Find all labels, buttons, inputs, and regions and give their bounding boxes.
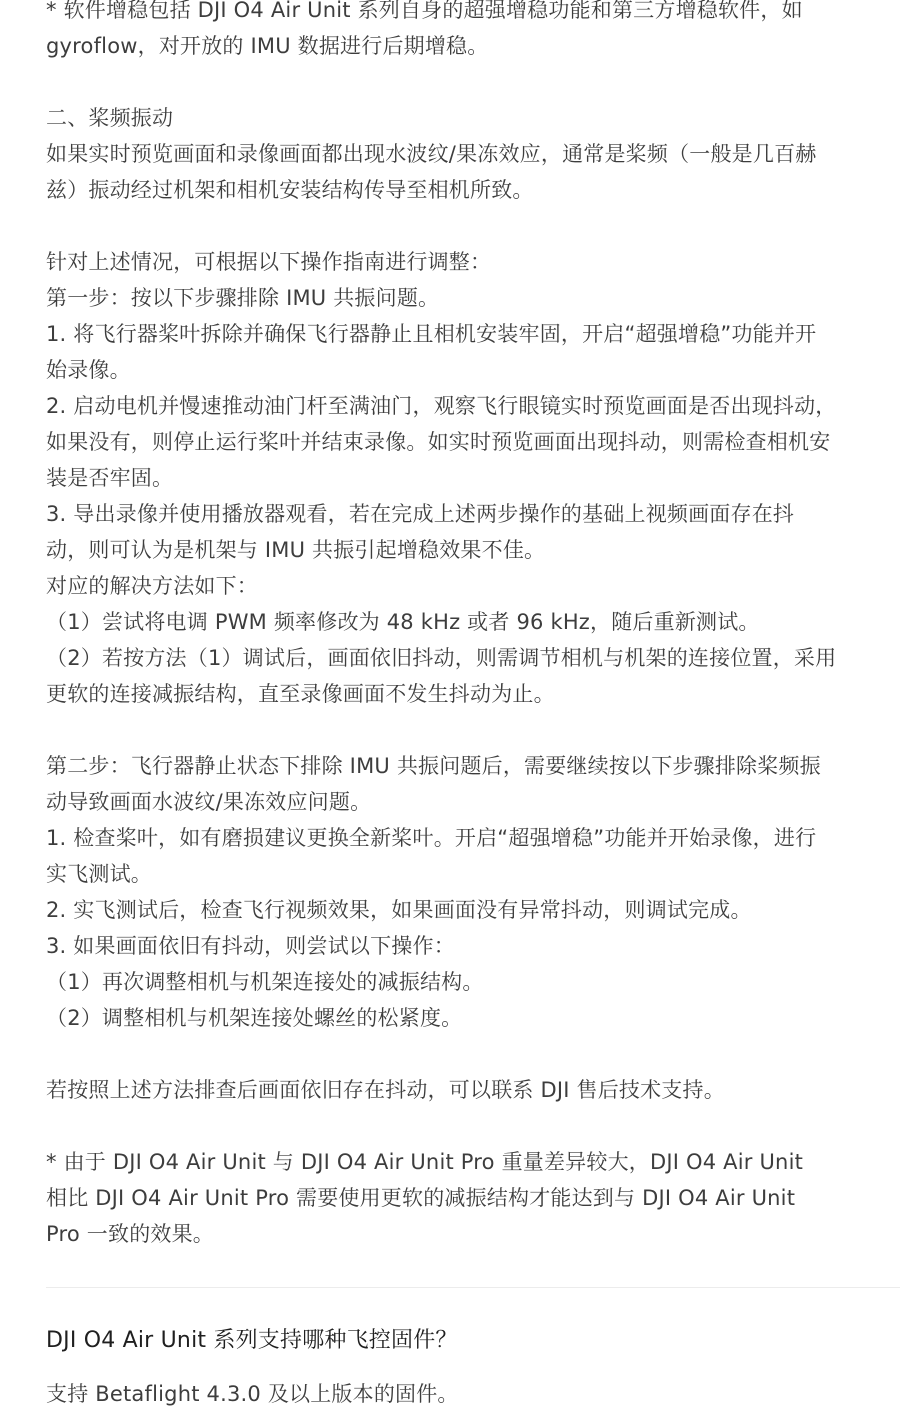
article-line: 相比 DJI O4 Air Unit Pro 需要使用更软的减振结构才能达到与 DJI O4 Air Unit [46, 1186, 796, 1210]
article-line: 若按照上述方法排查后画面依旧存在抖动，可以联系 DJI 售后技术支持。 [46, 1078, 725, 1102]
article-line: 对应的解决方法如下： [46, 574, 258, 598]
article-line: * 软件增稳包括 DJI O4 Air Unit 系列自身的超强增稳功能和第三方增稳软件，如 [46, 0, 803, 22]
article-line: * 由于 DJI O4 Air Unit 与 DJI O4 Air Unit Pro 重量差异较大，DJI O4 Air Unit [46, 1150, 804, 1174]
paragraph-gap [46, 1108, 858, 1144]
article-line: （1）再次调整相机与机架连接处的减振结构。 [46, 970, 484, 994]
article-line: 始录像。 [46, 358, 131, 382]
article-line: 实飞测试。 [46, 862, 152, 886]
article-line: gyroflow，对开放的 IMU 数据进行后期增稳。 [46, 34, 489, 58]
faq-question-title[interactable]: DJI O4 Air Unit 系列支持哪种飞控固件？ [46, 1328, 458, 1353]
article-line: 第二步：飞行器静止状态下排除 IMU 共振问题后，需要继续按以下步骤排除桨频振 [46, 754, 821, 778]
article-line: 2. 启动电机并慢速推动油门杆至满油门，观察飞行眼镜实时预览画面是否出现抖动， [46, 394, 837, 418]
article-line: 1. 将飞行器桨叶拆除并确保飞行器静止且相机安装牢固，开启“超强增稳”功能并开 [46, 322, 817, 346]
article-line: 3. 如果画面依旧有抖动，则尝试以下操作： [46, 934, 455, 958]
article-line: （2）调整相机与机架连接处螺丝的松紧度。 [46, 1006, 463, 1030]
article-line: 如果实时预览画面和录像画面都出现水波纹/果冻效应，通常是桨频（一般是几百赫 [46, 142, 817, 166]
article-line: （1）尝试将电调 PWM 频率修改为 48 kHz 或者 96 kHz，随后重新测试。 [46, 610, 760, 634]
paragraph-gap [46, 712, 858, 748]
article-line: 3. 导出录像并使用播放器观看，若在完成上述两步操作的基础上视频画面存在抖 [46, 502, 795, 526]
article-line: 动，则可认为是机架与 IMU 共振引起增稳效果不佳。 [46, 538, 546, 562]
article-line: （2）若按方法（1）调试后，画面依旧抖动，则需调节相机与机架的连接位置，采用 [46, 646, 837, 670]
article-line: 动导致画面水波纹/果冻效应问题。 [46, 790, 372, 814]
paragraph-gap [46, 64, 858, 100]
section-divider [46, 1287, 900, 1288]
paragraph-gap [46, 1036, 858, 1072]
article-line: 更软的连接减振结构，直至录像画面不发生抖动为止。 [46, 682, 555, 706]
article-line: 如果没有，则停止运行桨叶并结束录像。如实时预览画面出现抖动，则需检查相机安 [46, 430, 831, 454]
article-line: 针对上述情况，可根据以下操作指南进行调整： [46, 250, 492, 274]
faq-answer-text: 支持 Betaflight 4.3.0 及以上版本的固件。 [46, 1382, 459, 1406]
article-line: 二、桨频振动 [46, 106, 174, 130]
article-line: 2. 实飞测试后，检查飞行视频效果，如果画面没有异常抖动，则调试完成。 [46, 898, 752, 922]
article-body [46, 0, 858, 1252]
article-line: 兹）振动经过机架和相机安装结构传导至相机所致。 [46, 178, 534, 202]
article-line: Pro 一致的效果。 [46, 1222, 214, 1246]
article-line: 第一步：按以下步骤排除 IMU 共振问题。 [46, 286, 440, 310]
article-line: 装是否牢固。 [46, 466, 174, 490]
paragraph-gap [46, 208, 858, 244]
article-line: 1. 检查桨叶，如有磨损建议更换全新桨叶。开启“超强增稳”功能并开始录像，进行 [46, 826, 817, 850]
